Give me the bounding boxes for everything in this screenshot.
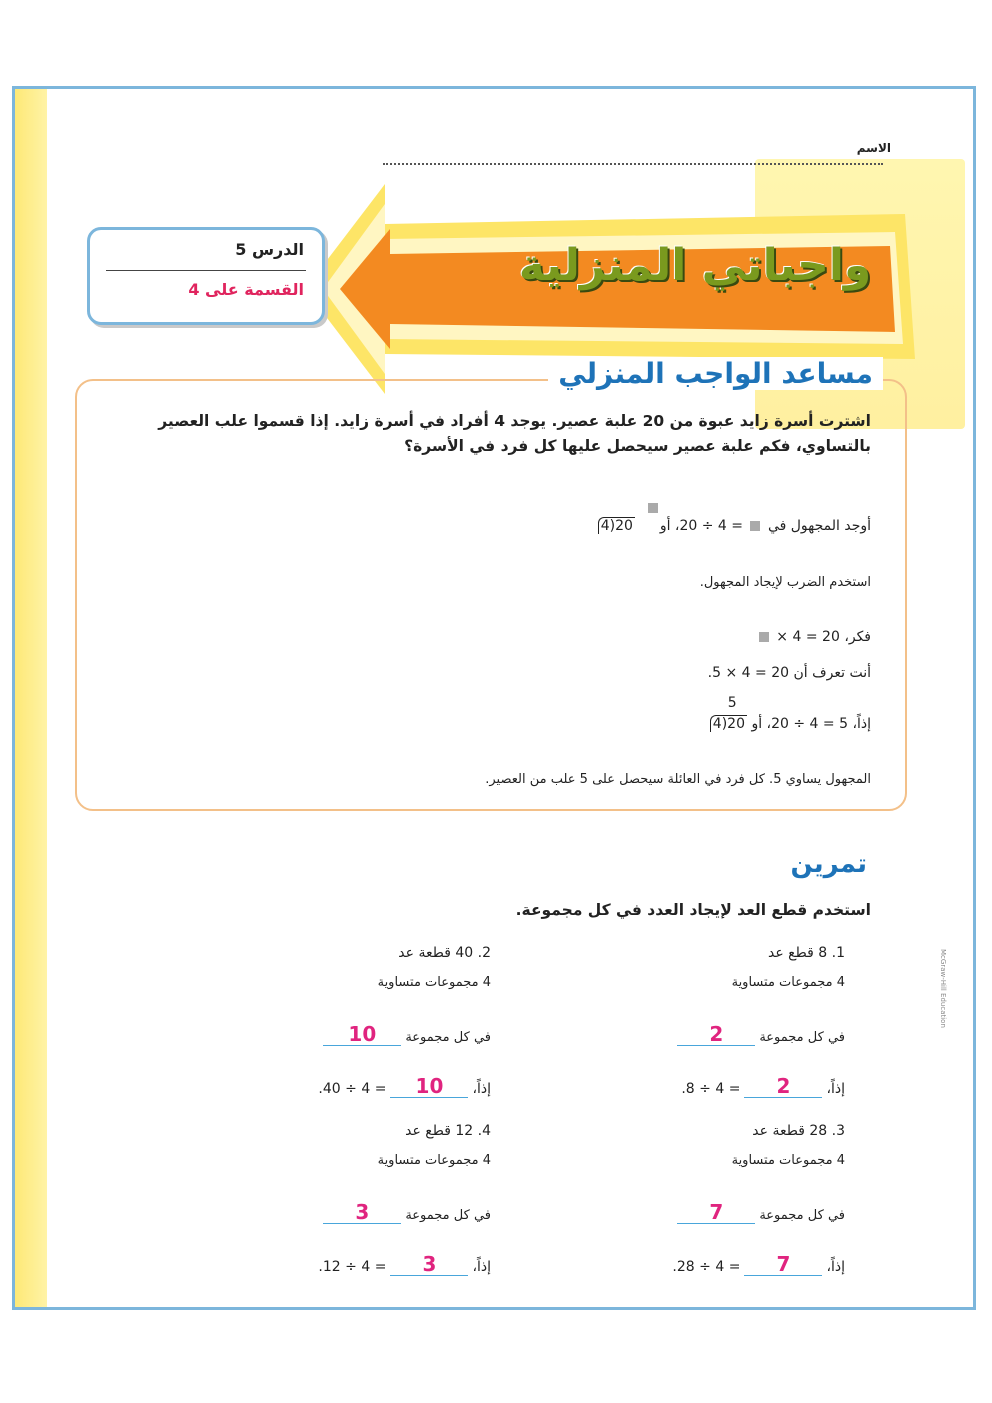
exercise-each-line	[319, 1201, 491, 1224]
helper-conclusion: المجهول يساوي 5. كل فرد في العائلة سيحصل على 5 علب من العصير.	[485, 772, 871, 787]
so-label: إذاً،	[826, 1259, 845, 1275]
exercise-groups: 4 مجموعات متساوية	[377, 975, 491, 990]
equation: = 4 ÷ 28.	[672, 1259, 741, 1275]
find-long-division: 4)20	[598, 517, 635, 534]
so-label: إذاً،	[472, 1259, 491, 1275]
exercise-groups: 4 مجموعات متساوية	[731, 1153, 845, 1168]
answer-blank[interactable]: 2	[744, 1075, 822, 1098]
exercise-3	[545, 1123, 845, 1310]
answer-blank[interactable]: 2	[677, 1023, 755, 1046]
copyright-side-text: McGraw-Hill Education	[939, 949, 947, 1028]
answer-blank[interactable]: 10	[390, 1075, 468, 1098]
so-division-group	[710, 695, 747, 732]
homework-helper-title: مساعد الواجب المنزلي	[548, 357, 883, 390]
exercise-each-line	[673, 1201, 845, 1224]
exercise-2	[191, 945, 491, 1135]
so-long-division: 4)20	[710, 715, 747, 732]
find-prefix: أوجد المجهول في	[767, 518, 871, 534]
so-label: إذاً،	[826, 1081, 845, 1097]
name-field-line[interactable]	[383, 149, 883, 165]
helper-find-line	[598, 517, 871, 534]
lesson-card	[87, 227, 325, 325]
practice-instruction: استخدم قطع العد لإيجاد العدد في كل مجموعة.	[515, 901, 871, 919]
exercise-1	[545, 945, 845, 1135]
unknown-square-icon	[750, 521, 760, 531]
page-frame	[12, 86, 976, 1310]
each-label: في كل مجموعة	[759, 1208, 845, 1223]
exercise-label: 3. 28 قطعة عد	[752, 1123, 845, 1139]
name-label: الاسم	[856, 141, 891, 155]
answer-blank[interactable]: 7	[744, 1253, 822, 1276]
practice-title: تمرين	[790, 849, 867, 879]
so-prefix: إذاً، 5 = 4 ÷ 20، أو	[751, 716, 871, 732]
exercise-label: 4. 12 قطع عد	[405, 1123, 491, 1139]
answer-blank[interactable]: 3	[323, 1201, 401, 1224]
equation: = 4 ÷ 40.	[318, 1081, 387, 1097]
each-label: في كل مجموعة	[759, 1030, 845, 1045]
answer-blank[interactable]: 7	[677, 1201, 755, 1224]
exercise-label: 2. 40 قطعة عد	[398, 945, 491, 961]
unknown-square-icon	[648, 503, 658, 513]
find-equation: = 4 ÷ 20، أو	[659, 518, 744, 534]
helper-so-line	[710, 695, 871, 732]
exercise-each-line	[673, 1023, 845, 1046]
helper-know-line: أنت تعرف أن 20 = 4 × 5.	[707, 665, 871, 681]
lesson-number: الدرس 5	[235, 240, 304, 259]
equation: = 4 ÷ 8.	[681, 1081, 741, 1097]
exercise-groups: 4 مجموعات متساوية	[377, 1153, 491, 1168]
exercise-each-line	[319, 1023, 491, 1046]
each-label: في كل مجموعة	[405, 1030, 491, 1045]
exercise-groups: 4 مجموعات متساوية	[731, 975, 845, 990]
answer-blank[interactable]: 10	[323, 1023, 401, 1046]
banner-title: واجباتي المنزلية	[518, 240, 872, 291]
so-label: إذاً،	[472, 1081, 491, 1097]
helper-think-line	[756, 629, 871, 645]
think-text: فكر، 20 = 4 ×	[776, 629, 871, 645]
lesson-topic: القسمة على 4	[188, 280, 304, 299]
unknown-square-icon	[759, 632, 769, 642]
each-label: في كل مجموعة	[405, 1208, 491, 1223]
helper-problem: اشترت أسرة زايد عبوة من 20 علبة عصير. يوجد 4 أفراد في أسرة زايد. إذا قسموا علب العصير بالتساوي، فكم علبة عصير سيحصل عليها كل فرد في الأسرة؟	[158, 412, 871, 455]
exercise-so-line	[681, 1075, 845, 1098]
equation: = 4 ÷ 12.	[318, 1259, 387, 1275]
helper-use-mult: استخدم الضرب لإيجاد المجهول.	[699, 575, 871, 590]
exercise-so-line	[672, 1253, 845, 1276]
exercise-so-line	[318, 1075, 491, 1098]
exercise-4	[191, 1123, 491, 1310]
answer-blank[interactable]: 3	[390, 1253, 468, 1276]
so-quotient: 5	[727, 695, 737, 711]
left-yellow-strip	[15, 89, 47, 1307]
exercise-so-line	[318, 1253, 491, 1276]
lesson-divider	[106, 270, 306, 271]
exercise-label: 1. 8 قطع عد	[768, 945, 845, 961]
